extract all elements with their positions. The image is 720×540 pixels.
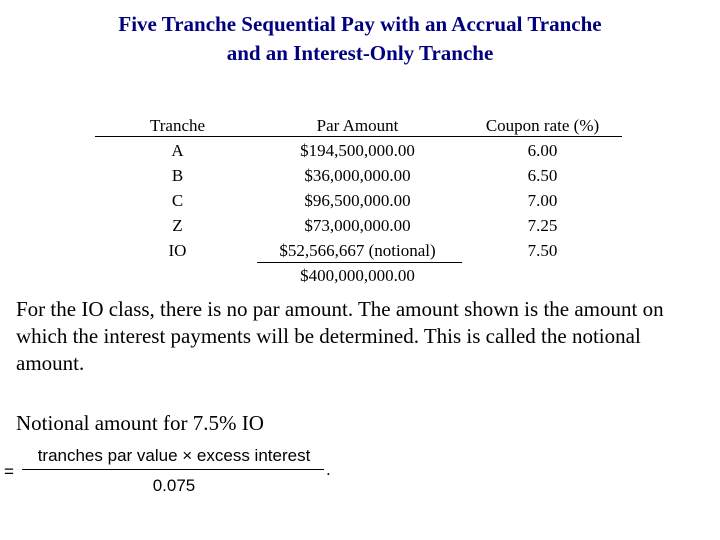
table-row: [95, 138, 622, 163]
header-rule: [95, 136, 622, 137]
coupon-rate-cell: 7.00: [527, 191, 558, 210]
equals-sign: =: [4, 462, 14, 481]
fraction-bar: [22, 469, 324, 470]
tranche-cell: A: [171, 141, 184, 160]
coupon-rate-cell: 6.50: [527, 166, 558, 185]
table-row: [95, 163, 622, 188]
total-par-amount: $400,000,000.00: [300, 266, 415, 285]
coupon-rate-cell: 7.25: [527, 216, 558, 235]
formula-period: .: [326, 460, 331, 479]
title-line-2: and an Interest-Only Tranche: [226, 41, 494, 65]
par-amount-cell: $96,500,000.00: [304, 191, 411, 210]
notional-amount-label: Notional amount for 7.5% IO: [16, 411, 264, 435]
par-amount-cell: $36,000,000.00: [304, 166, 411, 185]
tranche-cell: B: [171, 166, 184, 185]
coupon-rate-cell: 7.50: [527, 241, 558, 260]
coupon-rate-cell: 6.00: [527, 141, 558, 160]
par-amount-cell: $194,500,000.00: [300, 141, 415, 160]
header-coupon-rate: Coupon rate (%): [485, 116, 600, 135]
tranche-cell: IO: [168, 241, 187, 260]
table-header-row: [95, 113, 622, 138]
title-line-1: Five Tranche Sequential Pay with an Accrual Tranche: [118, 12, 602, 36]
total-row: [95, 263, 622, 288]
header-tranche: Tranche: [149, 116, 206, 135]
notional-formula: [4, 442, 344, 502]
tranche-cell: C: [171, 191, 184, 210]
formula-denominator: 0.075: [152, 476, 196, 495]
par-amount-cell: $52,566,667 (notional): [279, 241, 436, 260]
table-row: [95, 213, 622, 238]
tranche-table: [95, 113, 622, 288]
tranche-cell: Z: [172, 216, 183, 235]
slide-title: [0, 10, 720, 68]
par-amount-cell: $73,000,000.00: [304, 216, 411, 235]
formula-numerator: tranches par value × excess interest: [37, 446, 311, 465]
table-row: [95, 238, 622, 263]
table-row: [95, 188, 622, 213]
header-par-amount: Par Amount: [316, 116, 399, 135]
explanation-paragraph: For the IO class, there is no par amount. The amount shown is the amount on which the interest payments will be determined. This is called the notional amount.: [16, 297, 664, 375]
